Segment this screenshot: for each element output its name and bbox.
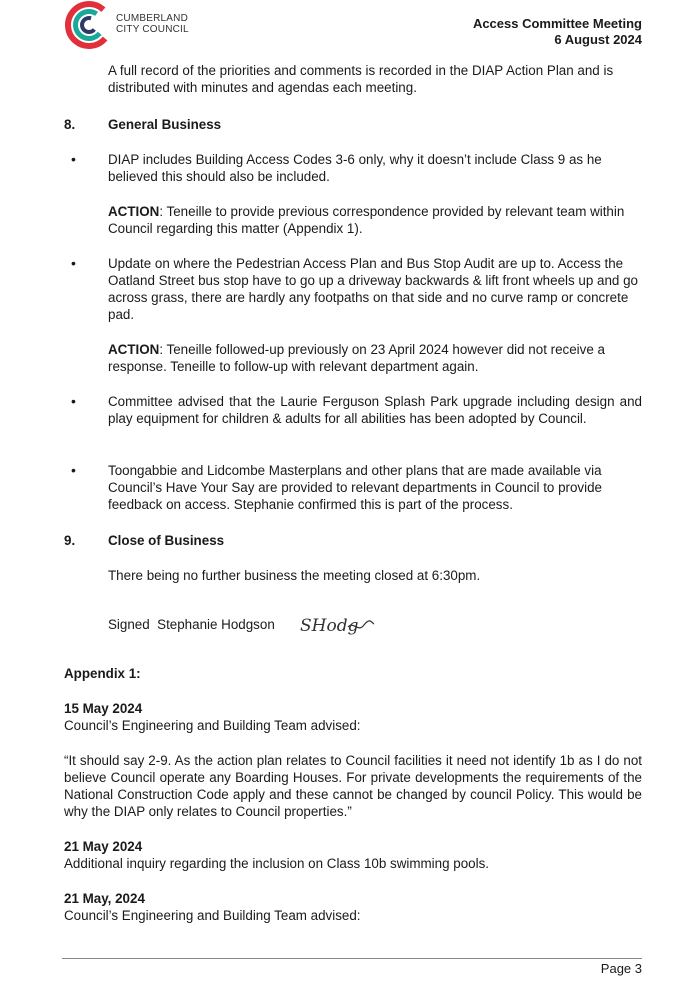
action-2 bbox=[108, 341, 642, 375]
action-1-text: : Teneille to provide previous correspondence provided by relevant team within Council regarding this matter (Appendix 1). bbox=[108, 204, 625, 236]
appendix-title: Appendix 1: bbox=[64, 666, 141, 681]
meeting-date: 6 August 2024 bbox=[554, 32, 642, 47]
appendix-entry-2-date: 21 May 2024 bbox=[64, 839, 143, 854]
action-label: ACTION bbox=[108, 204, 160, 219]
bullet-4-text: Toongabbie and Lidcombe Masterplans and other plans that are made available via Council’s Have Your Say are provided to relevant departments in Council to provide feedback on access. Stephanie confirmed this is part of the process. bbox=[108, 463, 603, 512]
bullet-2-text: Update on where the Pedestrian Access Plan and Bus Stop Audit are up to. Access the Oatland Street bus stop have to go up a driveway backwards & lift front wheels up and go across grass, there are hardly any footpaths on that side and no curve ramp or concrete pad. bbox=[108, 256, 638, 322]
page-number: Page 3 bbox=[600, 961, 642, 976]
section-8-title: General Business bbox=[108, 117, 222, 132]
bullet-icon: • bbox=[71, 151, 76, 167]
action-label: ACTION bbox=[108, 342, 160, 357]
appendix-entry-3-from: Council’s Engineering and Building Team advised: bbox=[64, 908, 361, 923]
close-of-business-text: There being no further business the meeting closed at 6:30pm. bbox=[108, 568, 481, 583]
signature bbox=[296, 607, 376, 643]
intro-paragraph: A full record of the priorities and comments is recorded in the DIAP Action Plan and is distributed with minutes and agendas each meeting. bbox=[108, 63, 614, 95]
section-9-number: 9. bbox=[64, 533, 76, 548]
signed-label: Signed Stephanie Hodgson bbox=[108, 617, 275, 632]
bullet-3-text: Committee advised that the Laurie Ferguson Splash Park upgrade including design and play equipment for children & adults for all abilities has been adopted by Council. bbox=[108, 394, 642, 426]
section-9-title: Close of Business bbox=[108, 533, 225, 548]
council-name-line2: CITY COUNCIL bbox=[116, 24, 189, 35]
bullet-icon: • bbox=[71, 255, 76, 271]
appendix-entry-1-date: 15 May 2024 bbox=[64, 701, 143, 716]
meeting-header bbox=[473, 16, 642, 48]
appendix-entry-2-text: Additional inquiry regarding the inclusion on Class 10b swimming pools. bbox=[64, 856, 490, 871]
council-name bbox=[116, 13, 189, 35]
meeting-title: Access Committee Meeting bbox=[472, 16, 642, 31]
appendix-entry-1-from: Council’s Engineering and Building Team advised: bbox=[64, 718, 361, 733]
bullet-icon: • bbox=[71, 393, 76, 409]
footer-divider bbox=[62, 958, 642, 959]
council-name-line1: CUMBERLAND bbox=[116, 13, 189, 24]
appendix-entry-3-date: 21 May, 2024 bbox=[64, 891, 145, 906]
appendix-entry-1-quote: “It should say 2-9. As the action plan relates to Council facilities it need not identify 1b as I do not believe Council operate any Boarding Houses. For private developments the requirements of the National Construction Code apply and these cannot be changed by council Policy. This would be why the DIAP only relates to Council properties.” bbox=[64, 753, 642, 819]
bullet-1-text: DIAP includes Building Access Codes 3-6 only, why it doesn’t include Class 9 as he believed this should also be included. bbox=[108, 152, 602, 184]
cumberland-logo bbox=[64, 0, 114, 50]
section-8-number: 8. bbox=[64, 117, 76, 132]
signature-text: SHodg bbox=[300, 616, 359, 636]
action-1 bbox=[108, 203, 642, 237]
action-2-text: : Teneille followed-up previously on 23 April 2024 however did not receive a response. Teneille to follow-up with relevant department again. bbox=[108, 342, 605, 374]
bullet-icon: • bbox=[71, 462, 76, 478]
